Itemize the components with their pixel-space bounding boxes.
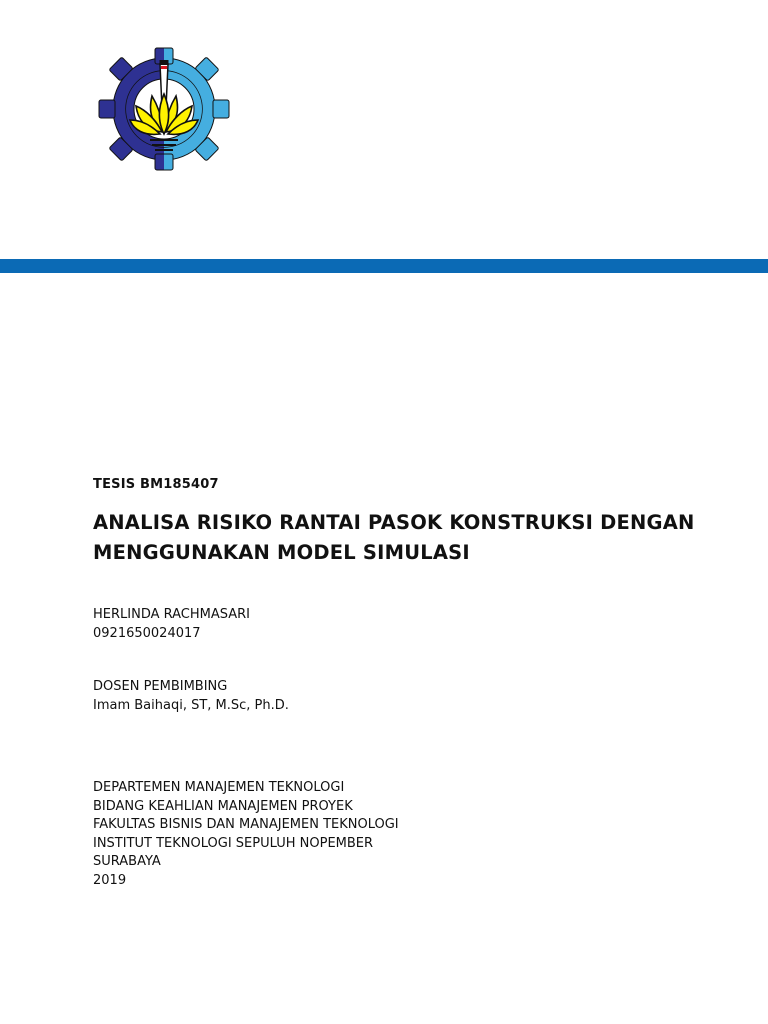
its-university-logo-icon — [98, 46, 230, 172]
city-line: SURABAYA — [93, 854, 161, 869]
author-block — [93, 606, 733, 643]
author-name: HERLINDA RACHMASARI — [93, 607, 251, 622]
supervisor-name: Imam Baihaqi, ST, M.Sc, Ph.D. — [93, 697, 289, 713]
supervisor-block — [93, 678, 733, 715]
year-line: 2019 — [93, 872, 127, 888]
thesis-title: ANALISA RISIKO RANTAI PASOK KONSTRUKSI DENGAN MENGGUNAKAN MODEL SIMULASI — [93, 511, 695, 564]
supervisor-label: DOSEN PEMBIMBING — [93, 679, 228, 694]
faculty-line: FAKULTAS BISNIS DAN MANAJEMEN TEKNOLOGI — [93, 817, 399, 832]
header-band — [0, 259, 768, 273]
institute-line: INSTITUT TEKNOLOGI SEPULUH NOPEMBER — [93, 835, 374, 851]
author-student-id: 0921650024017 — [93, 625, 201, 641]
institution-block — [93, 779, 733, 890]
cover-content — [93, 476, 733, 890]
thesis-code: TESIS BM185407 — [93, 477, 219, 492]
department-line: DEPARTEMEN MANAJEMEN TEKNOLOGI — [93, 780, 345, 795]
expertise-line: BIDANG KEAHLIAN MANAJEMEN PROYEK — [93, 798, 353, 814]
university-logo — [98, 46, 230, 172]
